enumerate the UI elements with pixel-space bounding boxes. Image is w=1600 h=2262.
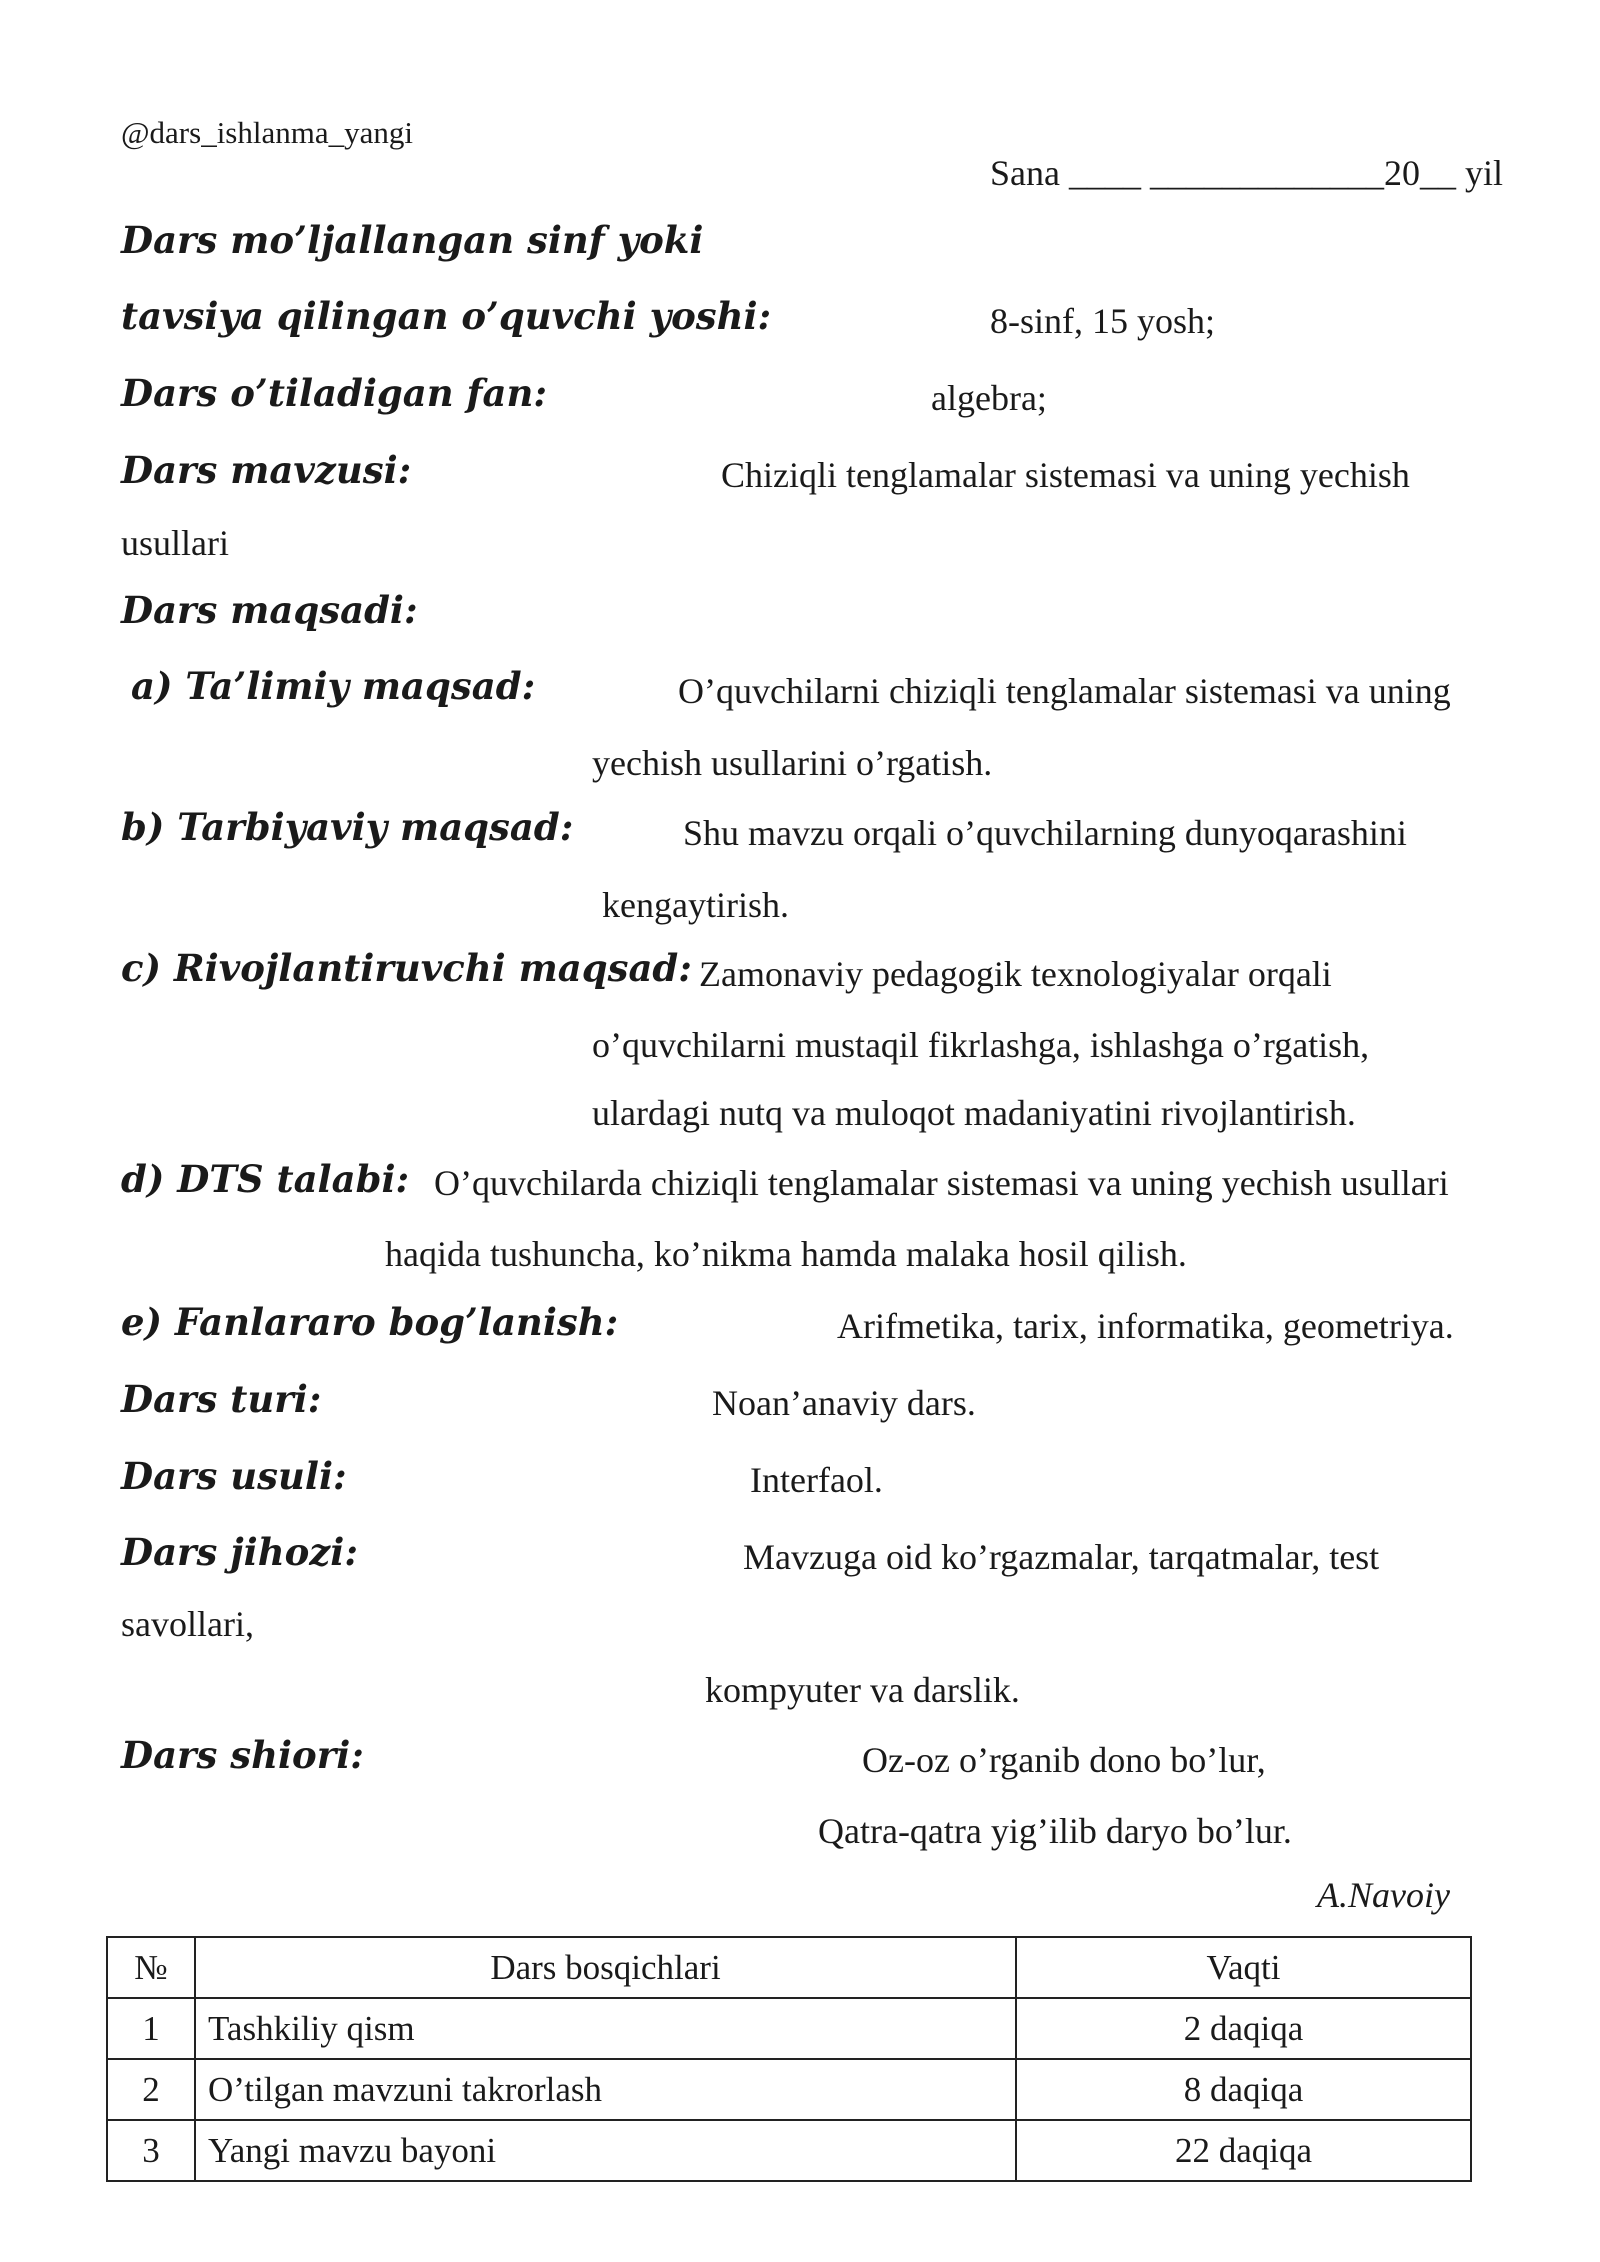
channel-handle: @dars_ishlanma_yangi xyxy=(121,115,413,150)
lesson-stages-table xyxy=(106,1936,1472,2182)
header-stage: Dars bosqichlari xyxy=(195,1937,1016,1998)
row-number: 3 xyxy=(107,2120,195,2181)
motto-line-2: Qatra-qatra yig’ilib daryo bo’lur. xyxy=(818,1811,1292,1851)
row-time: 2 daqiqa xyxy=(1016,1998,1471,2059)
class-label-line2: tavsiya qilingan o’quvchi yoshi: xyxy=(121,294,772,338)
class-label-line1: Dars mo’ljallangan sinf yoki xyxy=(121,218,704,262)
goal-label: Dars maqsadi: xyxy=(121,588,418,632)
educational-goal-value-cont: yechish usullarini o’rgatish. xyxy=(592,743,993,783)
subject-value: algebra; xyxy=(931,378,1047,418)
equipment-value-cont2: kompyuter va darslik. xyxy=(705,1670,1020,1710)
dts-label: d) DTS talabi: xyxy=(121,1157,410,1201)
upbringing-goal-value-cont: kengaytirish. xyxy=(602,885,789,925)
interdisciplinary-value: Arifmetika, tarix, informatika, geometriya. xyxy=(837,1306,1454,1346)
row-number: 2 xyxy=(107,2059,195,2120)
lesson-type-value: Noan’anaviy dars. xyxy=(712,1383,976,1423)
date-line: Sana ____ _____________20__ yil xyxy=(990,153,1503,193)
educational-goal-label: a) Ta’limiy maqsad: xyxy=(131,664,536,708)
development-goal-label: c) Rivojlantiruvchi maqsad: xyxy=(121,946,692,990)
equipment-value: Mavzuga oid ko’rgazmalar, tarqatmalar, test xyxy=(743,1537,1380,1577)
row-time: 8 daqiqa xyxy=(1016,2059,1471,2120)
development-goal-value-cont2: ulardagi nutq va muloqot madaniyatini rivojlantirish. xyxy=(592,1093,1356,1133)
dts-value: O’quvchilarda chiziqli tenglamalar sistemasi va uning yechish usullari xyxy=(434,1163,1449,1203)
class-value: 8-sinf, 15 yosh; xyxy=(990,301,1215,341)
table-row xyxy=(107,2120,1471,2181)
development-goal-value: Zamonaviy pedagogik texnologiyalar orqali xyxy=(699,954,1332,994)
lesson-method-label: Dars usuli: xyxy=(121,1454,347,1498)
lesson-method-value: Interfaol. xyxy=(750,1460,883,1500)
upbringing-goal-value: Shu mavzu orqali o’quvchilarning dunyoqarashini xyxy=(683,813,1407,853)
row-number: 1 xyxy=(107,1998,195,2059)
dts-value-cont: haqida tushuncha, ko’nikma hamda malaka hosil qilish. xyxy=(385,1234,1187,1274)
lesson-type-label: Dars turi: xyxy=(121,1377,322,1421)
header-time: Vaqti xyxy=(1016,1937,1471,1998)
row-stage: Tashkiliy qism xyxy=(195,1998,1016,2059)
topic-value-cont: usullari xyxy=(121,523,229,563)
table-header-row xyxy=(107,1937,1471,1998)
interdisciplinary-label: e) Fanlararo bog’lanish: xyxy=(121,1300,619,1344)
row-stage: O’tilgan mavzuni takrorlash xyxy=(195,2059,1016,2120)
upbringing-goal-label: b) Tarbiyaviy maqsad: xyxy=(121,805,574,849)
educational-goal-value: O’quvchilarni chiziqli tenglamalar sistemasi va uning xyxy=(678,671,1451,711)
topic-label: Dars mavzusi: xyxy=(121,448,412,492)
motto-label: Dars shiori: xyxy=(121,1733,364,1777)
equipment-value-cont1: savollari, xyxy=(121,1604,254,1644)
row-stage: Yangi mavzu bayoni xyxy=(195,2120,1016,2181)
equipment-label: Dars jihozi: xyxy=(121,1530,359,1574)
motto-line-1: Oz-oz o’rganib dono bo’lur, xyxy=(862,1740,1266,1780)
motto-author: A.Navoiy xyxy=(1317,1875,1450,1915)
row-time: 22 daqiqa xyxy=(1016,2120,1471,2181)
header-number: № xyxy=(107,1937,195,1998)
table-row xyxy=(107,2059,1471,2120)
development-goal-value-cont1: o’quvchilarni mustaqil fikrlashga, ishlashga o’rgatish, xyxy=(592,1025,1370,1065)
table-row xyxy=(107,1998,1471,2059)
topic-value: Chiziqli tenglamalar sistemasi va uning yechish xyxy=(721,455,1410,495)
subject-label: Dars o’tiladigan fan: xyxy=(121,371,548,415)
